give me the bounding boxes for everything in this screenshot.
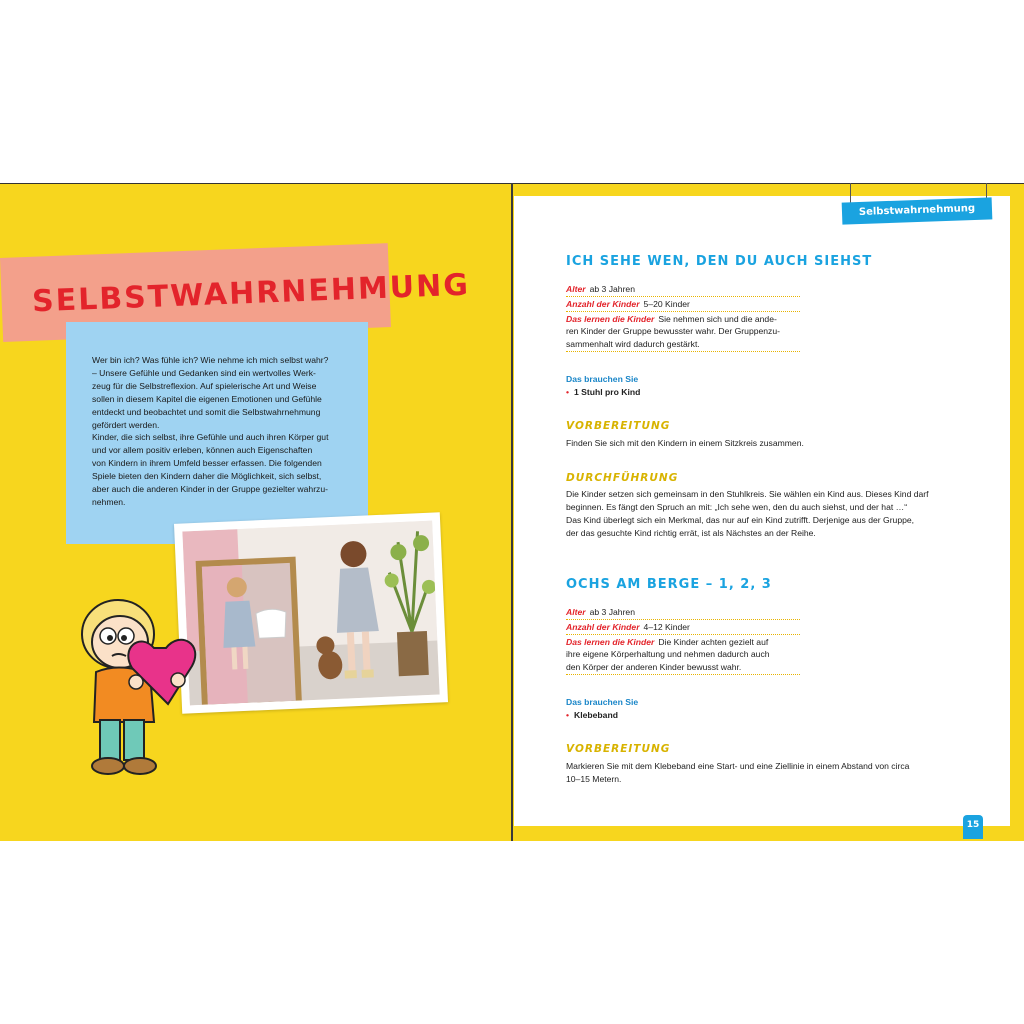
girl-mirror-illustration bbox=[182, 521, 439, 706]
game1-title: ICH SEHE WEN, DEN DU AUCH SIEHST bbox=[566, 254, 873, 269]
game1-need-item: • 1 Stuhl pro Kind bbox=[566, 387, 641, 397]
game2-count-row: Anzahl der Kinder 4–12 Kinder bbox=[566, 621, 800, 635]
game1-prep-heading: VORBEREITUNG bbox=[566, 420, 671, 432]
tag-string-left bbox=[850, 183, 851, 203]
book-spine bbox=[511, 183, 513, 841]
game2-age-row: Alter ab 3 Jahren bbox=[566, 606, 800, 620]
chapter-title: SELBSTWAHRNEHMUNG bbox=[31, 267, 471, 320]
game2-need-item: • Klebeband bbox=[566, 710, 618, 720]
game2-need-heading: Das brauchen Sie bbox=[566, 697, 639, 707]
game1-count-row: Anzahl der Kinder 5–20 Kinder bbox=[566, 298, 800, 312]
game2-learn-row: Das lernen die Kinder Die Kinder achten gezielt auf ihre eigene Körperhaltung und nehmen dadurch auch den Körper der anderen Kinder bewusst wahr. bbox=[566, 636, 800, 675]
mirror-photo bbox=[182, 521, 439, 706]
cartoon-child-with-heart bbox=[70, 596, 220, 786]
game1-learn-row: Das lernen die Kinder Sie nehmen sich und die ande- ren Kinder der Gruppe bewusster wahr. Der Gruppenzu- sammenhalt wird dadurch gestärkt. bbox=[566, 313, 800, 352]
section-tag: Selbstwahrnehmung bbox=[842, 197, 993, 224]
game1-exec-text: Die Kinder setzen sich gemeinsam in den Stuhlkreis. Sie wählen ein Kind aus. Dieses Kind darf beginnen. Es fängt den Spruch an mit: „Ich sehe wen, den du auch siehst, und der hat …“ Das Kind überlegt sich ein Merkmal, das nur auf ein Kind zutrifft. Derjenige aus der Gruppe, der das gesuchte Kind richtig errät, ist als Nächstes an der Reihe. bbox=[566, 489, 929, 538]
intro-text: Wer bin ich? Was fühle ich? Wie nehme ich mich selbst wahr? – Unsere Gefühle und Gedanken sind ein wertvolles Werk- zeug für die Selbstreflexion. Auf spielerische Art und Weise sollen in diesem Kapitel die eigenen Emotionen und Gefühle entdeckt und beobachtet und somit die Selbstwahrnehmung gefördert werden. Kinder, die sich selbst, ihre Gefühle und auch ihren Körper gut und vor allem positiv erleben, können auch Eigenschaften von Kindern in ihrem Umfeld besser erfassen. Die folgenden Spiele bieten den Kindern daher die Möglichkeit, sich selbst, aber auch die anderen Kinder in der Gruppe gezielter wahrzu- nehmen. bbox=[92, 355, 329, 507]
game1-exec-heading: DURCHFÜHRUNG bbox=[566, 472, 679, 484]
game2-prep-heading: VORBEREITUNG bbox=[566, 743, 671, 755]
game2-title: OCHS AM BERGE – 1, 2, 3 bbox=[566, 577, 772, 592]
game1-prep-text: Finden Sie sich mit den Kindern in einem Sitzkreis zusammen. bbox=[566, 438, 804, 448]
game1-need-heading: Das brauchen Sie bbox=[566, 374, 639, 384]
game2-prep-text: Markieren Sie mit dem Klebeband eine Start- und eine Ziellinie in einem Abstand von circa 10–15 Metern. bbox=[566, 761, 910, 784]
game1-age-row: Alter ab 3 Jahren bbox=[566, 283, 800, 297]
page-number: 15 bbox=[963, 815, 983, 839]
